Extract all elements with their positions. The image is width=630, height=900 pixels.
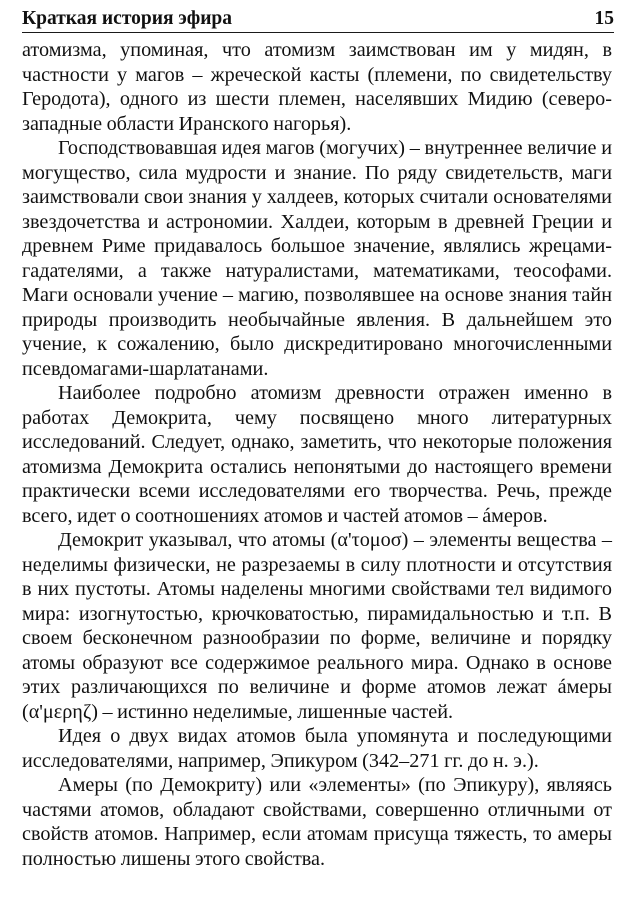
paragraph: Амеры (по Демокриту) или «элементы» (по Эпикуру), являясь частями атомов, обладают свойствами, совершенно отличными от свойств атомов. Например, если атомам присуща тяжесть, то амеры полностью лишены этого свойства. [22,774,612,870]
body-text [22,38,612,871]
paragraph: атомизма, упоминая, что атомизм заимствован им у мидян, в частности у магов – жреческой касты (племени, по свидетельству Геродота), одного из шести племен, населявших Мидию (северо-западные области Иранского нагорья). [22,39,612,135]
running-head [22,6,614,33]
paragraph: Наиболее подробно атомизм древности отражен именно в работах Демокрита, чему посвящено много литературных исследований. Следует, однако, заметить, что некоторые положения атомизма Демокрита остались непонятыми до настоящего времени практически всеми исследователями его творчества. Речь, прежде всего, идет о соотношениях атомов и частей атомов – áмеров. [22,382,612,527]
paragraph: Господствовавшая идея магов (могучих) – внутреннее величие и могущество, сила мудрости и знание. По ряду свидетельств, маги заимствовали свои знания у халдеев, которых считали основателями звездочетства и астрономии. Халдеи, которым в древней Греции и древнем Риме придавалось большое значение, являлись жрецами-гадателями, а также натуралистами, математиками, теософами. Маги основали учение – магию, позволявшее на основе знания тайн природы производить необычайные явления. В дальнейшем это учение, к сожалению, было дискредитировано многочисленными псевдомагами-шарлатанами. [22,137,612,380]
running-title: Краткая история эфира [22,8,233,29]
paragraph: Идея о двух видах атомов была упомянута и последующими исследователями, например, Эпикуром (342–271 гг. до н. э.). [22,725,612,772]
paragraph: Демокрит указывал, что атомы (α'τομοσ) – элементы вещества – неделимы физически, не разрезаемы в силу плотности и отсутствия в них пустоты. Атомы наделены многими свойствами тел видимого мира: изогнутостью, крючковатостью, пирамидальностью и т.п. В своем бесконечном разнообразии по форме, величине и порядку атомы образуют все содержимое реального мира. Однако в основе этих различающихся по величине и форме атомов лежат áмеры (α'μερηζ) – истинно неделимые, лишенные частей. [22,529,612,723]
page-number: 15 [594,8,614,29]
